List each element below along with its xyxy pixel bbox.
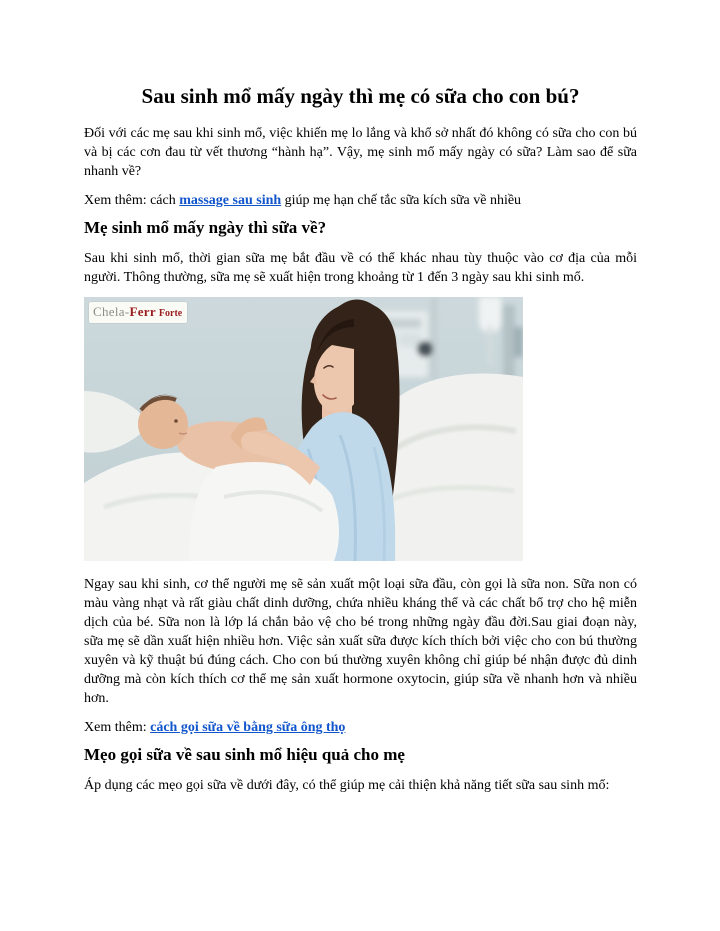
colostrum-paragraph: Ngay sau khi sinh, cơ thể người mẹ sẽ sản xuất một loại sữa đầu, còn gọi là sữa non. Sữa non có màu vàng nhạt và rất giàu chất dinh dưỡng, chứa nhiều kháng thể và các chất bổ trợ cho hệ miễn dịch của bé. Sữa non là lớp lá chắn bảo vệ cho bé trong những ngày đầu đời.Sau giai đoạn này, sữa mẹ sẽ dần xuất hiện nhiều hơn. Việc sản xuất sữa được kích thích bởi việc cho con bú thường xuyên và kỹ thuật bú đúng cách. Cho con bú thường xuyên không chỉ giúp bé nhận được đủ dinh dưỡng mà còn kích thích cơ thể mẹ sản xuất hormone oxytocin, giúp sữa về nhanh hơn và nhiều hơn.: [84, 577, 637, 706]
mother-baby-photo: [84, 297, 523, 561]
see-more-1-prefix: Xem thêm: cách: [84, 193, 180, 208]
see-more-line-2: [84, 718, 637, 737]
massage-sau-sinh-link[interactable]: massage sau sinh: [179, 193, 282, 208]
brand-logo-name: Ferr: [129, 304, 156, 319]
article-title: Sau sinh mổ mấy ngày thì mẹ có sữa cho con bú?: [141, 84, 580, 108]
see-more-line-1: [84, 191, 637, 210]
goi-sua-ve-link[interactable]: cách gọi sữa về bằng sữa ông thọ: [150, 720, 346, 735]
brand-logo: [89, 302, 187, 323]
see-more-1-suffix: giúp mẹ hạn chế tắc sữa kích sữa về nhiều: [281, 193, 522, 208]
milk-return-paragraph: Sau khi sinh mổ, thời gian sữa mẹ bắt đầu về có thể khác nhau tùy thuộc vào cơ địa của mỗi người. Thông thường, sữa mẹ sẽ xuất hiện trong khoảng từ 1 đến 3 ngày sau khi sinh mổ.: [84, 251, 637, 285]
brand-logo-prefix: Chela-: [93, 304, 130, 319]
section-heading-milk-return: Mẹ sinh mổ mấy ngày thì sữa về?: [84, 218, 327, 237]
see-more-2-prefix: Xem thêm:: [84, 720, 151, 735]
brand-logo-suffix: Forte: [158, 308, 183, 319]
intro-paragraph: Đối với các mẹ sau khi sinh mổ, việc khiến mẹ lo lắng và khổ sở nhất đó không có sữa cho con bú và bị các cơn đau từ vết thương “hành hạ”. Vậy, mẹ sinh mổ mấy ngày có sữa? Làm sao để sữa nhanh về?: [84, 126, 637, 179]
section-heading-tips: Mẹo gọi sữa về sau sinh mổ hiệu quả cho mẹ: [84, 745, 405, 764]
mother-baby-illustration: [84, 297, 523, 561]
tips-intro-paragraph: Áp dụng các mẹo gọi sữa về dưới đây, có thể giúp mẹ cải thiện khả năng tiết sữa sau sinh mổ:: [84, 778, 610, 793]
